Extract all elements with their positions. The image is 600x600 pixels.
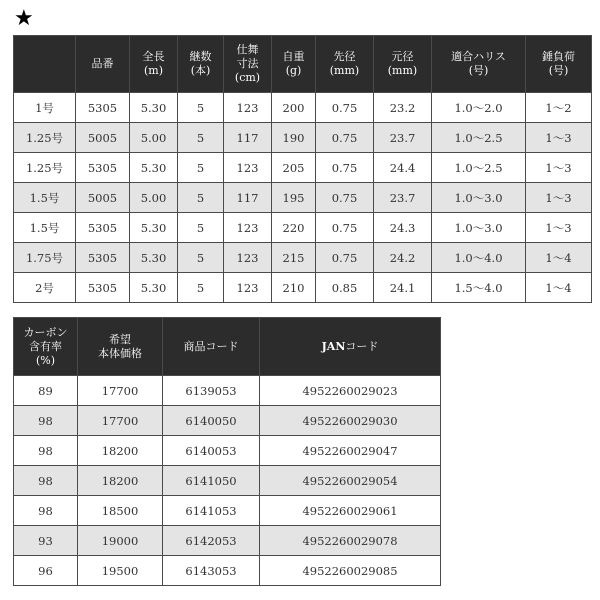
table-row <box>14 436 441 466</box>
table-cell: 17700 <box>78 406 163 436</box>
price-table <box>13 317 441 586</box>
table-cell: 5.30 <box>130 243 178 273</box>
table-cell: 96 <box>14 556 78 586</box>
spec-table <box>13 35 592 303</box>
table-cell: 6143053 <box>163 556 260 586</box>
table-cell: 1.0～2.0 <box>432 93 526 123</box>
table-cell: 205 <box>272 153 316 183</box>
table-cell: 5 <box>178 153 224 183</box>
table-row <box>14 243 592 273</box>
table-cell: 5.30 <box>130 273 178 303</box>
table-cell: 5305 <box>76 243 130 273</box>
table-cell: 19500 <box>78 556 163 586</box>
table-row <box>14 556 441 586</box>
table-cell: 4952260029047 <box>260 436 441 466</box>
table-cell: 4952260029023 <box>260 376 441 406</box>
table-cell: 123 <box>224 93 272 123</box>
table-cell: 5 <box>178 273 224 303</box>
price-body <box>14 376 441 586</box>
table-cell: 6142053 <box>163 526 260 556</box>
table-cell: 1～4 <box>526 273 592 303</box>
table-cell: 200 <box>272 93 316 123</box>
table-cell: 1.5～4.0 <box>432 273 526 303</box>
table-cell: 0.75 <box>316 243 374 273</box>
table-cell: 1.0～2.5 <box>432 153 526 183</box>
spec-header-cell: 適合ハリス (号) <box>432 36 526 93</box>
table-cell: 5.00 <box>130 183 178 213</box>
table-cell: 1.0～2.5 <box>432 123 526 153</box>
spec-header-cell: 先径 (mm) <box>316 36 374 93</box>
table-cell: 215 <box>272 243 316 273</box>
spec-header-row <box>14 36 592 93</box>
table-cell: 4952260029061 <box>260 496 441 526</box>
table-row <box>14 273 592 303</box>
table-cell: 5005 <box>76 123 130 153</box>
table-cell: 1～3 <box>526 123 592 153</box>
table-cell: 117 <box>224 183 272 213</box>
table-cell: 5305 <box>76 153 130 183</box>
table-cell: 4952260029054 <box>260 466 441 496</box>
table-cell: 24.3 <box>374 213 432 243</box>
table-cell: 5305 <box>76 273 130 303</box>
table-cell: 0.75 <box>316 183 374 213</box>
table-cell: 5 <box>178 183 224 213</box>
table-cell: 93 <box>14 526 78 556</box>
table-cell: 98 <box>14 436 78 466</box>
table-cell: 123 <box>224 153 272 183</box>
table-cell: 0.75 <box>316 123 374 153</box>
table-cell: 123 <box>224 273 272 303</box>
table-cell: 18500 <box>78 496 163 526</box>
table-cell: 23.2 <box>374 93 432 123</box>
table-cell: 5.30 <box>130 213 178 243</box>
spec-body <box>14 93 592 303</box>
table-cell: 23.7 <box>374 123 432 153</box>
table-cell: 6141050 <box>163 466 260 496</box>
table-cell: 6140050 <box>163 406 260 436</box>
table-cell: 4952260029030 <box>260 406 441 436</box>
table-cell: 1～4 <box>526 243 592 273</box>
table-cell: 1～3 <box>526 213 592 243</box>
spec-header-cell: 継数 (本) <box>178 36 224 93</box>
table-cell: 123 <box>224 213 272 243</box>
table-cell: 5 <box>178 93 224 123</box>
table-cell: 210 <box>272 273 316 303</box>
table-row <box>14 466 441 496</box>
table-cell: 98 <box>14 406 78 436</box>
table-cell: 5305 <box>76 213 130 243</box>
table-cell: 1.5号 <box>14 213 76 243</box>
table-cell: 24.2 <box>374 243 432 273</box>
star-icon: ★ <box>14 6 34 31</box>
jan-code-header: JANコード <box>260 318 441 376</box>
table-cell: 1～3 <box>526 183 592 213</box>
spec-header-cell <box>14 36 76 93</box>
table-cell: 98 <box>14 496 78 526</box>
table-row <box>14 526 441 556</box>
table-cell: 5005 <box>76 183 130 213</box>
table-cell: 5.00 <box>130 123 178 153</box>
table-cell: 2号 <box>14 273 76 303</box>
table-cell: 0.75 <box>316 213 374 243</box>
table-cell: 1.25号 <box>14 123 76 153</box>
table-cell: 117 <box>224 123 272 153</box>
table-cell: 5.30 <box>130 93 178 123</box>
table-cell: 1.0～3.0 <box>432 213 526 243</box>
table-row <box>14 496 441 526</box>
table-row <box>14 183 592 213</box>
price-header-cell: カーボン 含有率 (%) <box>14 318 78 376</box>
table-cell: 1.25号 <box>14 153 76 183</box>
table-cell: 19000 <box>78 526 163 556</box>
table-row <box>14 93 592 123</box>
table-cell: 6139053 <box>163 376 260 406</box>
table-row <box>14 406 441 436</box>
table-cell: 24.4 <box>374 153 432 183</box>
table-cell: 190 <box>272 123 316 153</box>
table-cell: 1.0～4.0 <box>432 243 526 273</box>
table-row <box>14 153 592 183</box>
table-row <box>14 213 592 243</box>
table-cell: 18200 <box>78 466 163 496</box>
table-cell: 1.5号 <box>14 183 76 213</box>
table-cell: 5.30 <box>130 153 178 183</box>
price-header-row <box>14 318 441 376</box>
table-cell: 23.7 <box>374 183 432 213</box>
table-cell: 18200 <box>78 436 163 466</box>
table-cell: 0.75 <box>316 93 374 123</box>
table-cell: 5 <box>178 243 224 273</box>
table-cell: 0.75 <box>316 153 374 183</box>
table-cell: 89 <box>14 376 78 406</box>
table-cell: 1.75号 <box>14 243 76 273</box>
spec-header-cell: 自重 (g) <box>272 36 316 93</box>
table-cell: 5 <box>178 213 224 243</box>
table-cell: 6140053 <box>163 436 260 466</box>
table-cell: 1～3 <box>526 153 592 183</box>
spec-header-cell: 錘負荷 (号) <box>526 36 592 93</box>
spec-header-cell: 仕舞 寸法 (cm) <box>224 36 272 93</box>
table-cell: 5305 <box>76 93 130 123</box>
table-cell: 6141053 <box>163 496 260 526</box>
table-row <box>14 376 441 406</box>
table-cell: 1.0～3.0 <box>432 183 526 213</box>
table-cell: 4952260029078 <box>260 526 441 556</box>
table-cell: 123 <box>224 243 272 273</box>
table-cell: 1～2 <box>526 93 592 123</box>
table-cell: 1号 <box>14 93 76 123</box>
table-cell: 5 <box>178 123 224 153</box>
table-cell: 17700 <box>78 376 163 406</box>
table-cell: 0.85 <box>316 273 374 303</box>
spec-header-cell: 全長 (m) <box>130 36 178 93</box>
table-cell: 195 <box>272 183 316 213</box>
table-cell: 4952260029085 <box>260 556 441 586</box>
spec-header-cell: 品番 <box>76 36 130 93</box>
table-row <box>14 123 592 153</box>
table-cell: 24.1 <box>374 273 432 303</box>
spec-header-cell: 元径 (mm) <box>374 36 432 93</box>
price-header-cell: 希望 本体価格 <box>78 318 163 376</box>
table-cell: 98 <box>14 466 78 496</box>
table-cell: 220 <box>272 213 316 243</box>
price-header-cell: 商品コード <box>163 318 260 376</box>
